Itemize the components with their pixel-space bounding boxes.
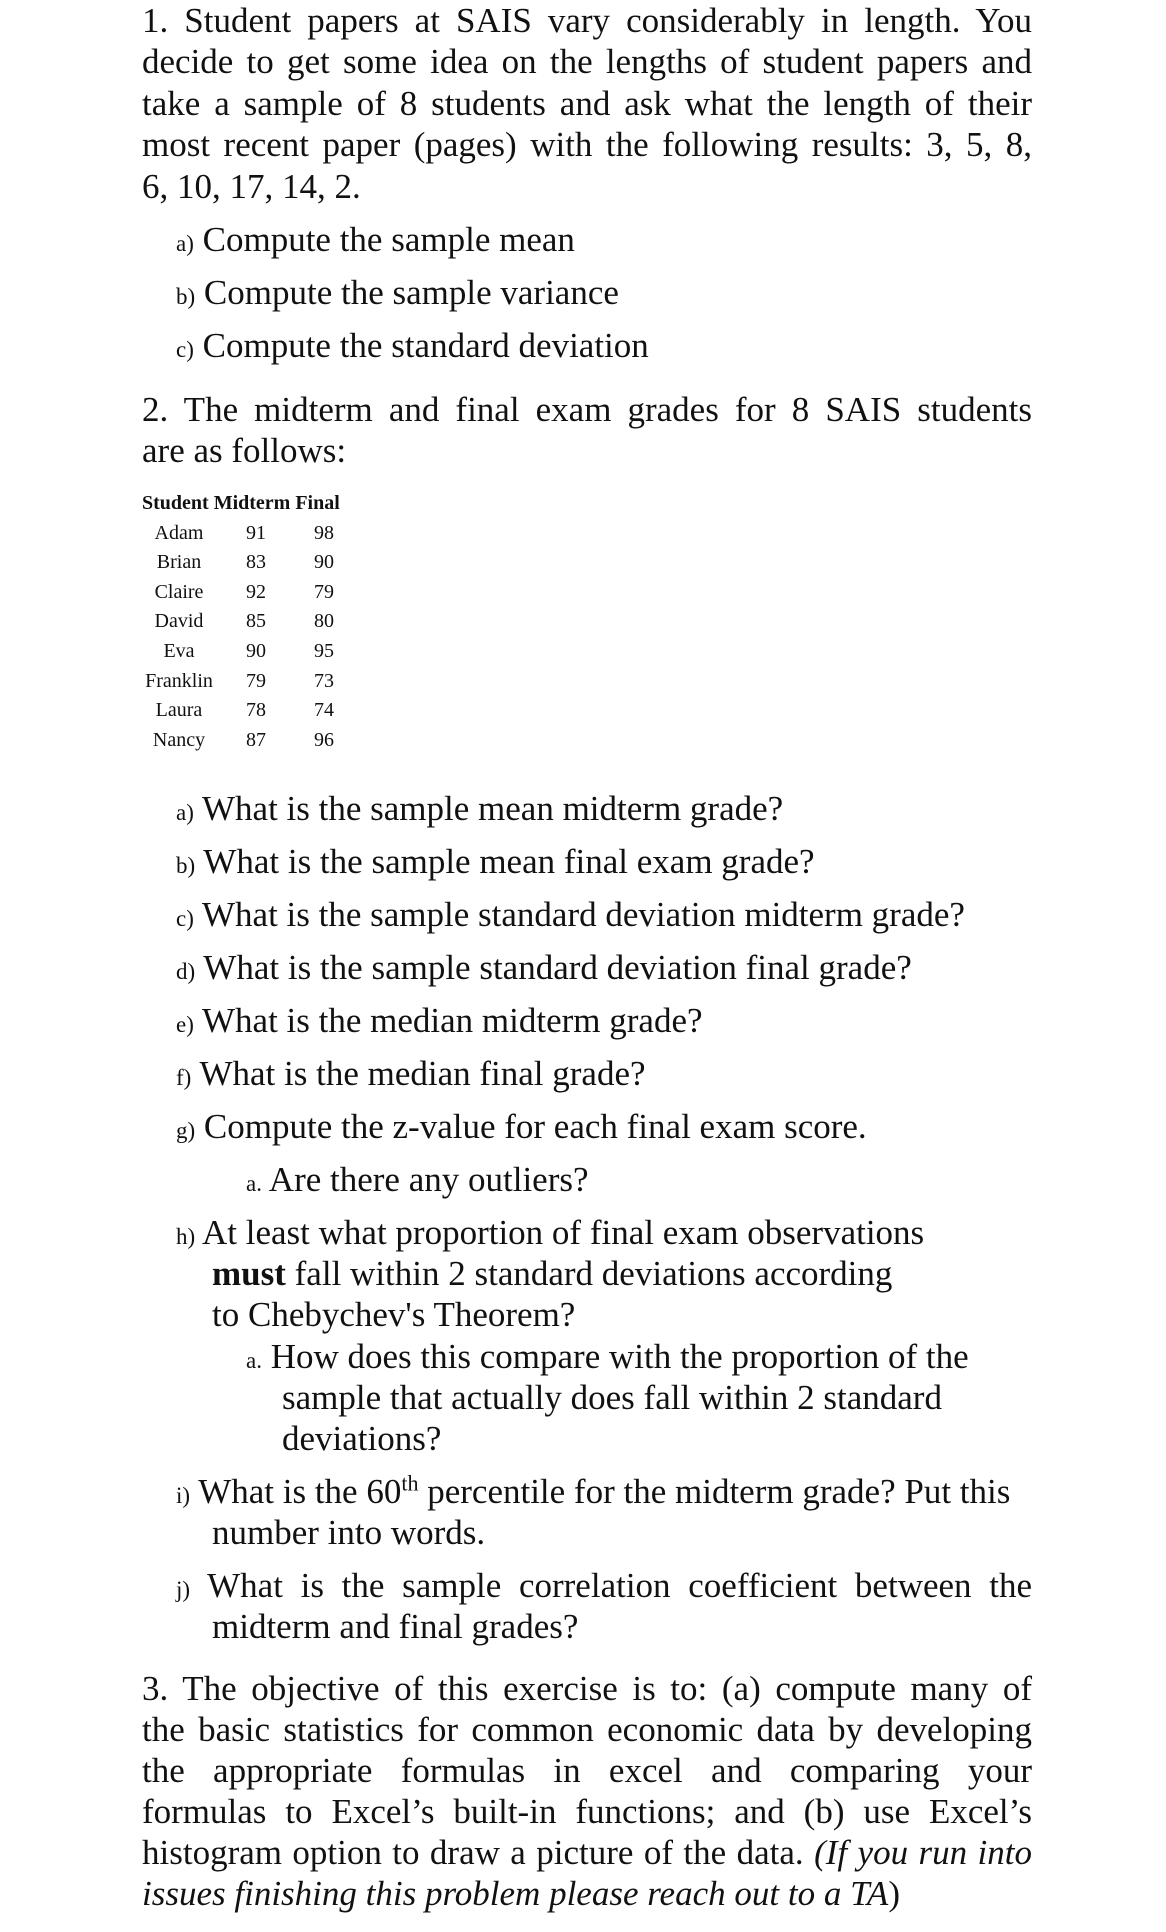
student-name: Adam: [154, 521, 204, 544]
q1-line-5: 6, 10, 17, 14, 2.: [142, 167, 361, 206]
table-row: [142, 667, 340, 697]
q3-line-5: [142, 1832, 1032, 1873]
item-text: fall within 2 standard deviations according: [285, 1254, 893, 1293]
student-name: Nancy: [152, 728, 206, 751]
item-text: Compute the z-value for each final exam score.: [203, 1107, 867, 1146]
final-grade: 79: [314, 580, 334, 603]
ordinal-suffix: th: [401, 1470, 419, 1496]
q3-line-4: formulas to Excel’s built-in functions; and (b) use Excel’s: [142, 1792, 1032, 1831]
student-name: David: [154, 610, 204, 633]
student-name: Claire: [154, 580, 204, 603]
q2-item-d: [176, 947, 912, 992]
q2-item-g-sub-a: [246, 1159, 589, 1204]
q3-line-6: [142, 1873, 900, 1914]
item-label: e): [176, 1012, 194, 1037]
student-name: Franklin: [145, 669, 213, 692]
item-label: h): [176, 1224, 196, 1249]
q3-italic-note-1: (If you run into: [814, 1833, 1032, 1872]
item-text: [198, 1472, 1010, 1511]
item-text: What is the sample standard deviation midterm grade?: [202, 895, 965, 934]
q2-item-h-line-3: to Chebychev's Theorem?: [212, 1295, 576, 1334]
item-text: Compute the standard deviation: [202, 326, 649, 365]
item-text: What is the sample standard deviation final grade?: [203, 948, 912, 987]
student-name: Eva: [163, 639, 195, 662]
q2-item-h-sub-line-3: deviations?: [282, 1419, 442, 1458]
item-text: What is the sample mean final exam grade?: [203, 842, 815, 881]
q3-line-5-text: histogram option to draw a picture of the data.: [142, 1833, 815, 1872]
q1-line-2: decide to get some idea on the lengths of student papers and: [142, 42, 1032, 81]
item-label: j): [176, 1577, 191, 1602]
midterm-grade: 90: [246, 639, 266, 662]
q2-line-1: 2. The midterm and final exam grades for 8 SAIS students: [142, 390, 1032, 429]
q1-item-c: [176, 325, 649, 370]
q2-item-h-sub-line-2: sample that actually does fall within 2 standard: [282, 1378, 942, 1417]
item-text: What is the median midterm grade?: [202, 1001, 703, 1040]
final-grade: 80: [314, 610, 334, 633]
item-label: c): [176, 906, 194, 931]
item-label: a): [176, 800, 194, 825]
q2-item-b: [176, 841, 815, 886]
q2-item-j-line-2: midterm and final grades?: [212, 1607, 579, 1646]
item-text: Compute the sample variance: [203, 273, 619, 312]
q2-item-c: [176, 894, 965, 939]
q2-item-h-line-2: [212, 1253, 892, 1294]
item-label: g): [176, 1118, 196, 1143]
item-text: At least what proportion of final exam observations: [202, 1213, 925, 1252]
q2-item-i-line-2: number into words.: [212, 1513, 486, 1552]
q3-closing-paren: ): [888, 1874, 900, 1913]
item-text: What is the median final grade?: [199, 1054, 646, 1093]
midterm-grade: 85: [246, 610, 266, 633]
q2-item-h-line-1: [176, 1212, 924, 1257]
midterm-grade: 79: [246, 669, 266, 692]
item-label: a.: [246, 1171, 262, 1196]
midterm-grade: 83: [246, 551, 266, 574]
q2-item-f: [176, 1053, 646, 1098]
item-label: d): [176, 959, 196, 984]
table-row: [142, 607, 340, 637]
item-label: f): [176, 1065, 192, 1090]
item-label: i): [176, 1483, 191, 1508]
q1-line-3: take a sample of 8 students and ask what the length of their: [142, 84, 1032, 123]
item-label: b): [176, 853, 196, 878]
q3-line-2: the basic statistics for common economic data by developing: [142, 1710, 1032, 1749]
midterm-grade: 78: [246, 699, 266, 722]
item-label: a.: [246, 1348, 262, 1373]
q3-line-1: 3. The objective of this exercise is to: (a) compute many of: [142, 1669, 1032, 1708]
item-text: Compute the sample mean: [202, 220, 575, 259]
emphasis-must: must: [212, 1254, 286, 1293]
q2-item-a: [176, 788, 783, 833]
q2-item-e: [176, 1000, 703, 1045]
q1-line-4: most recent paper (pages) with the following results: 3, 5, 8,: [142, 125, 1032, 164]
midterm-grade: 92: [246, 580, 266, 603]
item-text: How does this compare with the proportion of the: [270, 1337, 969, 1376]
item-label: c): [176, 337, 194, 362]
q3-italic-note-2: issues finishing this problem please reach out to a TA: [142, 1874, 889, 1913]
item-text-post: percentile for the midterm grade? Put this: [418, 1472, 1011, 1511]
final-grade: 95: [314, 639, 334, 662]
q2-item-g: [176, 1106, 867, 1151]
q2-item-j-line-1: [176, 1565, 1032, 1610]
final-grade: 73: [314, 669, 334, 692]
grades-table: [142, 489, 340, 755]
table-row: [142, 696, 340, 726]
final-grade: 98: [314, 521, 334, 544]
table-row: [142, 578, 340, 608]
item-text: What is the sample mean midterm grade?: [202, 789, 784, 828]
item-text-pre: What is the 60: [198, 1472, 402, 1511]
midterm-grade: 87: [246, 728, 266, 751]
midterm-grade: 91: [246, 521, 266, 544]
q2-line-2: are as follows:: [142, 431, 347, 470]
item-label: b): [176, 284, 196, 309]
item-text: What is the sample correlation coefficient between the: [207, 1566, 1032, 1605]
final-grade: 74: [314, 699, 334, 722]
q1-item-b: [176, 272, 619, 317]
q2-item-i-line-1: [176, 1471, 1010, 1516]
item-label: a): [176, 231, 194, 256]
student-name: Brian: [156, 551, 202, 574]
q3-line-3: the appropriate formulas in excel and comparing your: [142, 1751, 1032, 1790]
final-grade: 96: [314, 728, 334, 751]
table-header: Student Midterm Final: [142, 492, 340, 514]
table-row: [142, 637, 340, 667]
q2-item-h-sub-line-1: [246, 1336, 969, 1381]
table-row: [142, 548, 340, 578]
q1-line-1: 1. Student papers at SAIS vary considerably in length. You: [142, 1, 1032, 40]
student-name: Laura: [155, 699, 203, 722]
table-row: [142, 726, 340, 756]
item-text: Are there any outliers?: [268, 1160, 589, 1199]
table-row: [142, 519, 340, 549]
q1-item-a: [176, 219, 575, 264]
final-grade: 90: [314, 551, 334, 574]
